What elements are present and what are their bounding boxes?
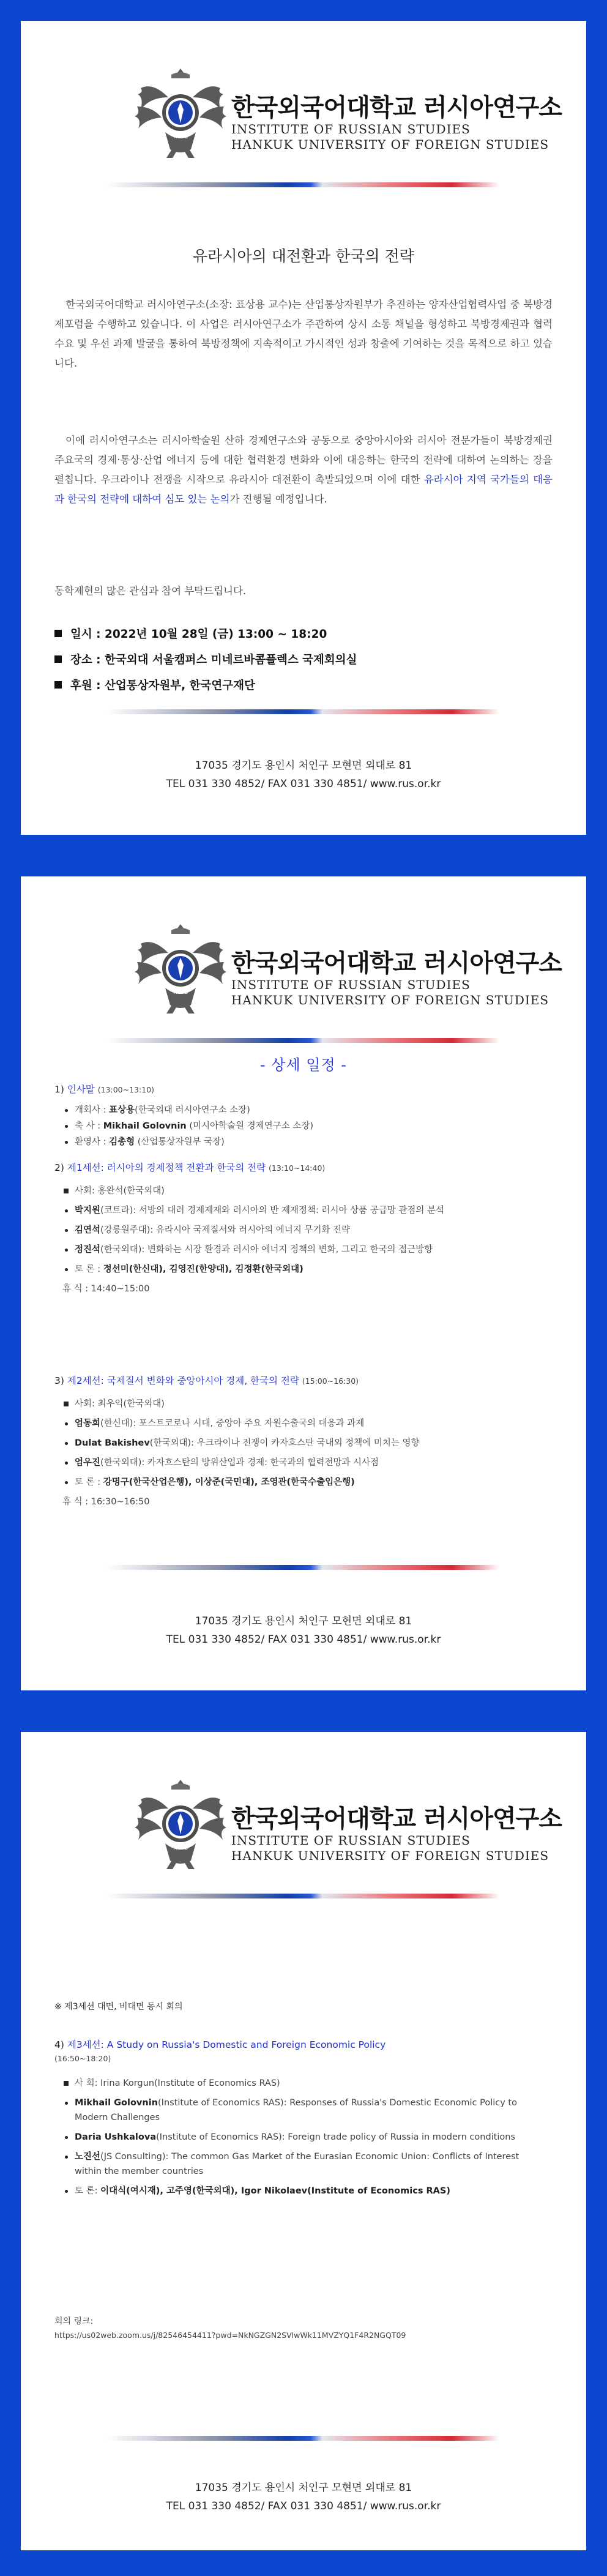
- session-chair: 사 회: Irina Korgun(Institute of Economics RAS): [62, 2076, 527, 2091]
- list-item: 노진선(JS Consulting): The common Gas Market of the Eurasian Economic Union: Conflicts of Interest within the member countries: [62, 2149, 527, 2179]
- footer-address: 17035 경기도 용인시 처인구 모현면 외대로 81: [195, 2482, 412, 2494]
- institute-name-en-line1: INSTITUTE OF RUSSIAN STUDIES: [231, 122, 471, 136]
- institute-header: [21, 1775, 586, 1879]
- tricolor-divider: [106, 1894, 499, 1898]
- institute-name-en-line1: INSTITUTE OF RUSSIAN STUDIES: [231, 977, 471, 992]
- intro-paragraph-3: 동학제현의 많은 관심과 참여 부탁드립니다.: [54, 585, 247, 597]
- tricolor-divider: [106, 2436, 499, 2441]
- institute-header: [21, 64, 586, 168]
- session-3-items: [62, 2076, 527, 2203]
- info-sponsor: 후원 : 산업통상자원부, 한국연구재단: [54, 677, 255, 693]
- intro-paragraph-2: 이에 러시아연구소는 러시아학술원 산하 경제연구소와 공동으로 중앙아시아와 러시아 전문가들이 북방경제권 주요국의 경제·통상·산업 에너지 등에 대한 협력환경 변화와 이에 대응하는 한국의 전략에 대하여 논의하는 장을 펼칩니다. 우크라이나 전쟁을 시작으로 유라시아 대전환이 촉발되었으며 이에 대한 유라시아 지역 국가들의 대응과 한국의 전략에 대하여 심도 있는 논의가 진행될 예정입니다.: [54, 435, 553, 505]
- institute-name-ko: 한국외국어대학교 러시아연구소: [231, 94, 562, 122]
- svg-text:HUFS: HUFS: [173, 1845, 188, 1851]
- institute-name-ko: 한국외국어대학교 러시아연구소: [231, 1805, 562, 1833]
- footer-address: 17035 경기도 용인시 처인구 모현면 외대로 81: [195, 760, 412, 772]
- square-bullet-icon: [54, 681, 62, 689]
- footer-address: 17035 경기도 용인시 처인구 모현면 외대로 81: [195, 1615, 412, 1627]
- institute-header: [21, 919, 586, 1023]
- svg-text:HUFS: HUFS: [173, 990, 188, 996]
- footer: [21, 1612, 586, 1649]
- intro-paragraph-1: 한국외국어대학교 러시아연구소(소장: 표상용 교수)는 산업통상자원부가 추진하는 양자산업협력사업 중 북방경제포럼을 수행하고 있습니다. 이 사업은 러시아연구소가 주관하여 상시 소통 채널을 형성하고 북방경제권과 협력 수요 및 우선 과제 발굴을 통하여 북방정책에 지속적이고 가시적인 성과 창출에 기여하는 것을 목적으로 하고 있습니다.: [54, 299, 553, 369]
- tricolor-divider: [106, 1565, 499, 1570]
- double-headed-eagle-emblem-icon: [135, 64, 226, 162]
- session-break: 휴 식 : 16:30~16:50: [62, 1497, 150, 1507]
- greeting-items: [62, 1103, 552, 1151]
- session-chair: 사회: 최우익(한국외대): [62, 1397, 552, 1411]
- list-item: 박지원(코트라): 서방의 대러 경제제재와 러시아의 반 제재정책: 러시아 상품 공급망 관점의 분석: [62, 1203, 552, 1218]
- session-discussion: 토 론 : 정선미(한신대), 김영진(한양대), 김정환(한국외대): [62, 1262, 552, 1277]
- schedule-heading: - 상세 일정 -: [260, 1056, 347, 1073]
- session-2-items: [62, 1397, 552, 1514]
- document-title: 유라시아의 대전환과 한국의 전략: [193, 247, 414, 265]
- tricolor-divider: [106, 709, 499, 714]
- page-2: [21, 876, 586, 1690]
- section-3-title: 4) 제3세션: A Study on Russia's Domestic and Foreign Economic Policy (16:50~18:20): [54, 2039, 386, 2063]
- list-item: 김연석(강릉원주대): 유라시아 국제질서와 러시아의 에너지 무기화 전략: [62, 1223, 552, 1238]
- section-greeting-title: 1) 인사말 (13:00~13:10): [54, 1084, 154, 1095]
- institute-name-en-line2: HANKUK UNIVERSITY OF FOREIGN STUDIES: [231, 137, 549, 152]
- list-item: 개회사 : 표상용(한국외대 러시아연구소 소장): [62, 1103, 552, 1118]
- hybrid-notice: ※ 제3세션 대면, 비대면 동시 회의: [54, 2002, 183, 2012]
- list-item: 엄우진(한국외대): 카자흐스탄의 방위산업과 경제: 한국과의 협력전망과 시사점: [62, 1455, 552, 1470]
- footer-contact: TEL 031 330 4852/ FAX 031 330 4851/ www.rus.or.kr: [166, 1633, 441, 1646]
- institute-name-ko: 한국외국어대학교 러시아연구소: [231, 949, 562, 977]
- session-discussion: 토 론 : 강명구(한국산업은행), 이상준(국민대), 조영관(한국수출입은행): [62, 1475, 552, 1490]
- list-item: Dulat Bakishev(한국외대): 우크라이나 전쟁이 카자흐스탄 국내외 정책에 미치는 영향: [62, 1436, 552, 1450]
- square-bullet-icon: [54, 655, 62, 663]
- session-discussion: 토 론: 이대식(여시재), 고주영(한국외대), Igor Nikolaev(Institute of Economics RAS): [62, 2184, 527, 2198]
- square-bullet-icon: [54, 630, 62, 637]
- double-headed-eagle-emblem-icon: [135, 1775, 226, 1873]
- footer-contact: TEL 031 330 4852/ FAX 031 330 4851/ www.rus.or.kr: [166, 2500, 441, 2512]
- meeting-link-label: 회의 링크:: [54, 2317, 94, 2326]
- footer: [21, 2479, 586, 2515]
- list-item: Daria Ushkalova(Institute of Economics RAS): Foreign trade policy of Russia in modern conditions: [62, 2130, 527, 2145]
- highlighted-text: 유라시아 지역 국가들의 대응과 한국의 전략에 대하여 심도 있는 논의: [54, 474, 553, 505]
- footer: [21, 756, 586, 793]
- info-date: 일시 : 2022년 10월 28일 (금) 13:00 ~ 18:20: [54, 625, 327, 641]
- info-venue: 장소 : 한국외대 서울캠퍼스 미네르바콤플렉스 국제회의실: [54, 651, 357, 667]
- list-item: Mikhail Golovnin(Institute of Economics RAS): Responses of Russia's Domestic Economic Policy to Modern Challenges: [62, 2096, 527, 2125]
- section-1-title: 2) 제1세션: 러시아의 경제정책 전환과 한국의 전략 (13:10~14:40): [54, 1162, 326, 1173]
- svg-text:HUFS: HUFS: [173, 134, 188, 140]
- section-2-title: 3) 제2세션: 국제질서 변화와 중앙아시아 경제, 한국의 전략 (15:00~16:30): [54, 1375, 359, 1386]
- double-headed-eagle-emblem-icon: [135, 919, 226, 1017]
- list-item: 정진석(한국외대): 변화하는 시장 환경과 러시아 에너지 정책의 변화, 그리고 한국의 접근방향: [62, 1242, 552, 1257]
- page-3: [21, 1732, 586, 2550]
- list-item: 축 사 : Mikhail Golovnin (미시아학술원 경제연구소 소장): [62, 1119, 552, 1133]
- institute-name-en-line2: HANKUK UNIVERSITY OF FOREIGN STUDIES: [231, 993, 549, 1007]
- session-chair: 사회: 홍완석(한국외대): [62, 1184, 552, 1198]
- list-item: 엄동희(한신대): 포스트코로나 시대, 중앙아 주요 자원수출국의 대응과 과제: [62, 1416, 552, 1431]
- institute-name-en-line1: INSTITUTE OF RUSSIAN STUDIES: [231, 1833, 471, 1848]
- session-break: 휴 식 : 14:40~15:00: [62, 1284, 150, 1294]
- footer-contact: TEL 031 330 4852/ FAX 031 330 4851/ www.rus.or.kr: [166, 778, 441, 790]
- page-1: [21, 21, 586, 835]
- tricolor-divider: [106, 1038, 499, 1043]
- institute-name-en-line2: HANKUK UNIVERSITY OF FOREIGN STUDIES: [231, 1848, 549, 1863]
- list-item: 환영사 : 김총형 (산업통상자원부 국장): [62, 1135, 552, 1149]
- tricolor-divider: [106, 182, 499, 187]
- meeting-link[interactable]: https://us02web.zoom.us/j/82546454411?pwd=NkNGZGN2SVlwWk11MVZYQ1F4R2NGQT09: [54, 2331, 406, 2340]
- session-1-items: [62, 1184, 552, 1301]
